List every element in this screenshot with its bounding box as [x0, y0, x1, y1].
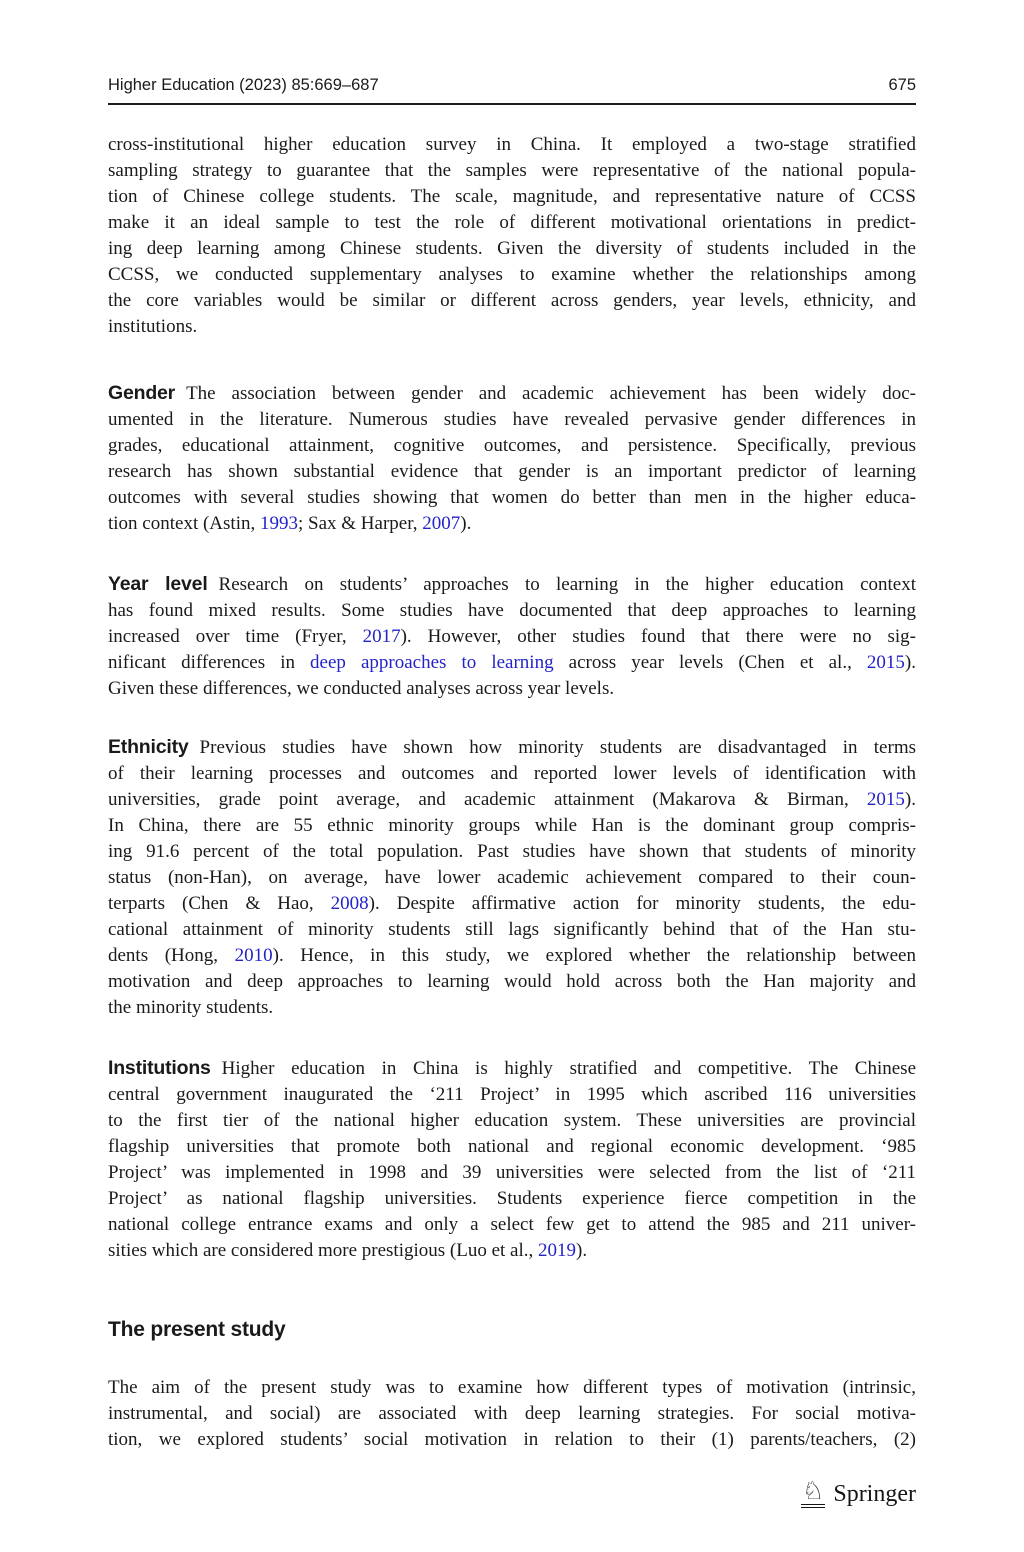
page-footer	[801, 1480, 916, 1508]
body-line	[108, 1134, 916, 1160]
body-text: cational attainment of minority students still lags significantly behind that of the Han stu-	[108, 919, 916, 940]
body-text: The aim of the present study was to examine how different types of motivation (intrinsic,	[108, 1377, 916, 1398]
body-line	[108, 236, 916, 262]
citation-link[interactable]: 2010	[234, 945, 273, 966]
body-text: terparts (Chen & Hao,	[108, 893, 331, 914]
run-in-heading: Year level	[108, 573, 208, 595]
paragraph	[108, 571, 916, 702]
body-text: instrumental, and social) are associated with deep learning strategies. For social motiva-	[108, 1403, 916, 1424]
body-line	[108, 969, 916, 995]
body-text: ). However, other studies found that there were no sig-	[400, 626, 916, 647]
journal-reference: Higher Education (2023) 85:669–687	[108, 76, 379, 94]
body-text: ).	[576, 1240, 588, 1261]
body-text: flagship universities that promote both national and regional economic development. ‘985	[108, 1136, 916, 1157]
body-line	[108, 407, 916, 433]
body-line	[108, 158, 916, 184]
citation-link[interactable]: deep approaches to learning	[310, 652, 554, 673]
citation-link[interactable]: 1993	[259, 513, 298, 534]
body-text: tion, we explored students’ social motivation in relation to their (1) parents/teachers, (2)	[108, 1429, 916, 1450]
content-area	[108, 132, 916, 1453]
body-text: across year levels (Chen et al.,	[553, 652, 867, 673]
body-line	[108, 262, 916, 288]
body-text: tion of Chinese college students. The scale, magnitude, and representative nature of CCSS	[108, 186, 916, 207]
body-text: umented in the literature. Numerous studies have revealed pervasive gender differences in	[108, 409, 916, 430]
citation-link[interactable]: 2008	[330, 893, 369, 914]
body-text: grades, educational attainment, cognitive outcomes, and persistence. Specifically, previous	[108, 435, 916, 456]
body-line	[108, 734, 916, 761]
body-text: universities, grade point average, and academic attainment (Makarova & Birman,	[108, 789, 867, 810]
paragraph	[108, 380, 916, 537]
body-line	[108, 761, 916, 787]
body-line	[108, 1108, 916, 1134]
body-line	[108, 184, 916, 210]
body-text: ).	[460, 513, 472, 534]
citation-link[interactable]: 2017	[362, 626, 401, 647]
body-line	[108, 511, 916, 537]
body-text: of their learning processes and outcomes and reported lower levels of identification with	[108, 763, 916, 784]
publisher-name: Springer	[833, 1480, 916, 1507]
paragraph	[108, 1375, 916, 1453]
body-line	[108, 917, 916, 943]
body-text: make it an ideal sample to test the role of different motivational orientations in predict-	[108, 212, 916, 233]
body-line	[108, 1055, 916, 1082]
body-text: sities which are considered more prestigious (Luo et al.,	[108, 1240, 539, 1261]
body-text: ing deep learning among Chinese students. Given the diversity of students included in the	[108, 238, 916, 259]
citation-link[interactable]: 2015	[866, 652, 905, 673]
body-text: national college entrance exams and only a select few get to attend the 985 and 211 univer-	[108, 1214, 916, 1235]
body-text: Previous studies have shown how minority students are disadvantaged in terms	[199, 737, 916, 758]
paragraph	[108, 132, 916, 340]
body-line	[108, 1401, 916, 1427]
body-line	[108, 624, 916, 650]
citation-link[interactable]: 2007	[422, 513, 461, 534]
run-in-heading: Gender	[108, 382, 176, 404]
body-line	[108, 210, 916, 236]
page-number: 675	[888, 76, 916, 94]
body-line	[108, 598, 916, 624]
body-line	[108, 485, 916, 511]
body-text: Given these differences, we conducted analyses across year levels.	[108, 678, 615, 699]
body-text: sampling strategy to guarantee that the samples were representative of the national popula-	[108, 160, 916, 181]
body-line	[108, 1375, 916, 1401]
body-line	[108, 288, 916, 314]
body-line	[108, 1160, 916, 1186]
body-text: ). Hence, in this study, we explored whether the relationship between	[272, 945, 916, 966]
body-line	[108, 571, 916, 598]
body-line	[108, 1082, 916, 1108]
springer-knight-icon: ♘	[801, 1480, 825, 1508]
body-text: CCSS, we conducted supplementary analyses to examine whether the relationships among	[108, 264, 916, 285]
body-line	[108, 839, 916, 865]
body-text: ing 91.6 percent of the total population. Past studies have shown that students of minority	[108, 841, 916, 862]
body-line	[108, 1238, 916, 1264]
body-line	[108, 1427, 916, 1453]
body-text: research has shown substantial evidence that gender is an important predictor of learning	[108, 461, 916, 482]
body-text: Project’ was implemented in 1998 and 39 universities were selected from the list of ‘211	[108, 1162, 916, 1183]
body-text: ).	[904, 789, 916, 810]
body-text: ).	[904, 652, 916, 673]
body-line	[108, 943, 916, 969]
body-line	[108, 787, 916, 813]
body-text: the minority students.	[108, 997, 274, 1018]
body-line	[108, 865, 916, 891]
body-line	[108, 132, 916, 158]
body-text: Project’ as national flagship universities. Students experience fierce competition in the	[108, 1188, 916, 1209]
header-rule	[108, 103, 916, 105]
body-line	[108, 650, 916, 676]
body-text: outcomes with several studies showing that women do better than men in the higher educa-	[108, 487, 916, 508]
body-line	[108, 676, 916, 702]
body-text: status (non-Han), on average, have lower academic achievement compared to their coun-	[108, 867, 916, 888]
run-in-heading: Institutions	[108, 1057, 211, 1079]
body-text: central government inaugurated the ‘211 Project’ in 1995 which ascribed 116 universities	[108, 1084, 916, 1105]
body-line	[108, 813, 916, 839]
body-text: motivation and deep approaches to learning would hold across both the Han majority and	[108, 971, 916, 992]
body-text: increased over time (Fryer,	[108, 626, 363, 647]
body-text: tion context (Astin,	[108, 513, 260, 534]
section-heading: The present study	[108, 1318, 286, 1341]
page-header	[108, 76, 916, 95]
body-text: Higher education in China is highly stratified and competitive. The Chinese	[221, 1058, 916, 1079]
body-line	[108, 995, 916, 1021]
body-text: The association between gender and academic achievement has been widely doc-	[186, 383, 916, 404]
body-line	[108, 380, 916, 407]
body-line	[108, 1212, 916, 1238]
body-text: ; Sax & Harper,	[297, 513, 423, 534]
body-text: Research on students’ approaches to learning in the higher education context	[218, 574, 916, 595]
paragraph	[108, 734, 916, 1021]
body-text: cross-institutional higher education survey in China. It employed a two-stage stratified	[108, 134, 916, 155]
citation-link[interactable]: 2019	[538, 1240, 577, 1261]
body-text: In China, there are 55 ethnic minority groups while Han is the dominant group compris-	[108, 815, 916, 836]
body-line	[108, 891, 916, 917]
body-text: to the first tier of the national higher education system. These universities are provincial	[108, 1110, 916, 1131]
run-in-heading: Ethnicity	[108, 736, 189, 758]
body-text: ). Despite affirmative action for minority students, the edu-	[368, 893, 916, 914]
body-text: dents (Hong,	[108, 945, 235, 966]
body-text: nificant differences in	[108, 652, 311, 673]
paragraph	[108, 1055, 916, 1264]
body-line	[108, 314, 916, 340]
citation-link[interactable]: 2015	[866, 789, 905, 810]
body-line	[108, 1186, 916, 1212]
body-text: the core variables would be similar or different across genders, year levels, ethnicity, and	[108, 290, 916, 311]
body-line	[108, 433, 916, 459]
body-text: institutions.	[108, 316, 198, 337]
body-text: has found mixed results. Some studies have documented that deep approaches to learning	[108, 600, 916, 621]
body-line	[108, 459, 916, 485]
